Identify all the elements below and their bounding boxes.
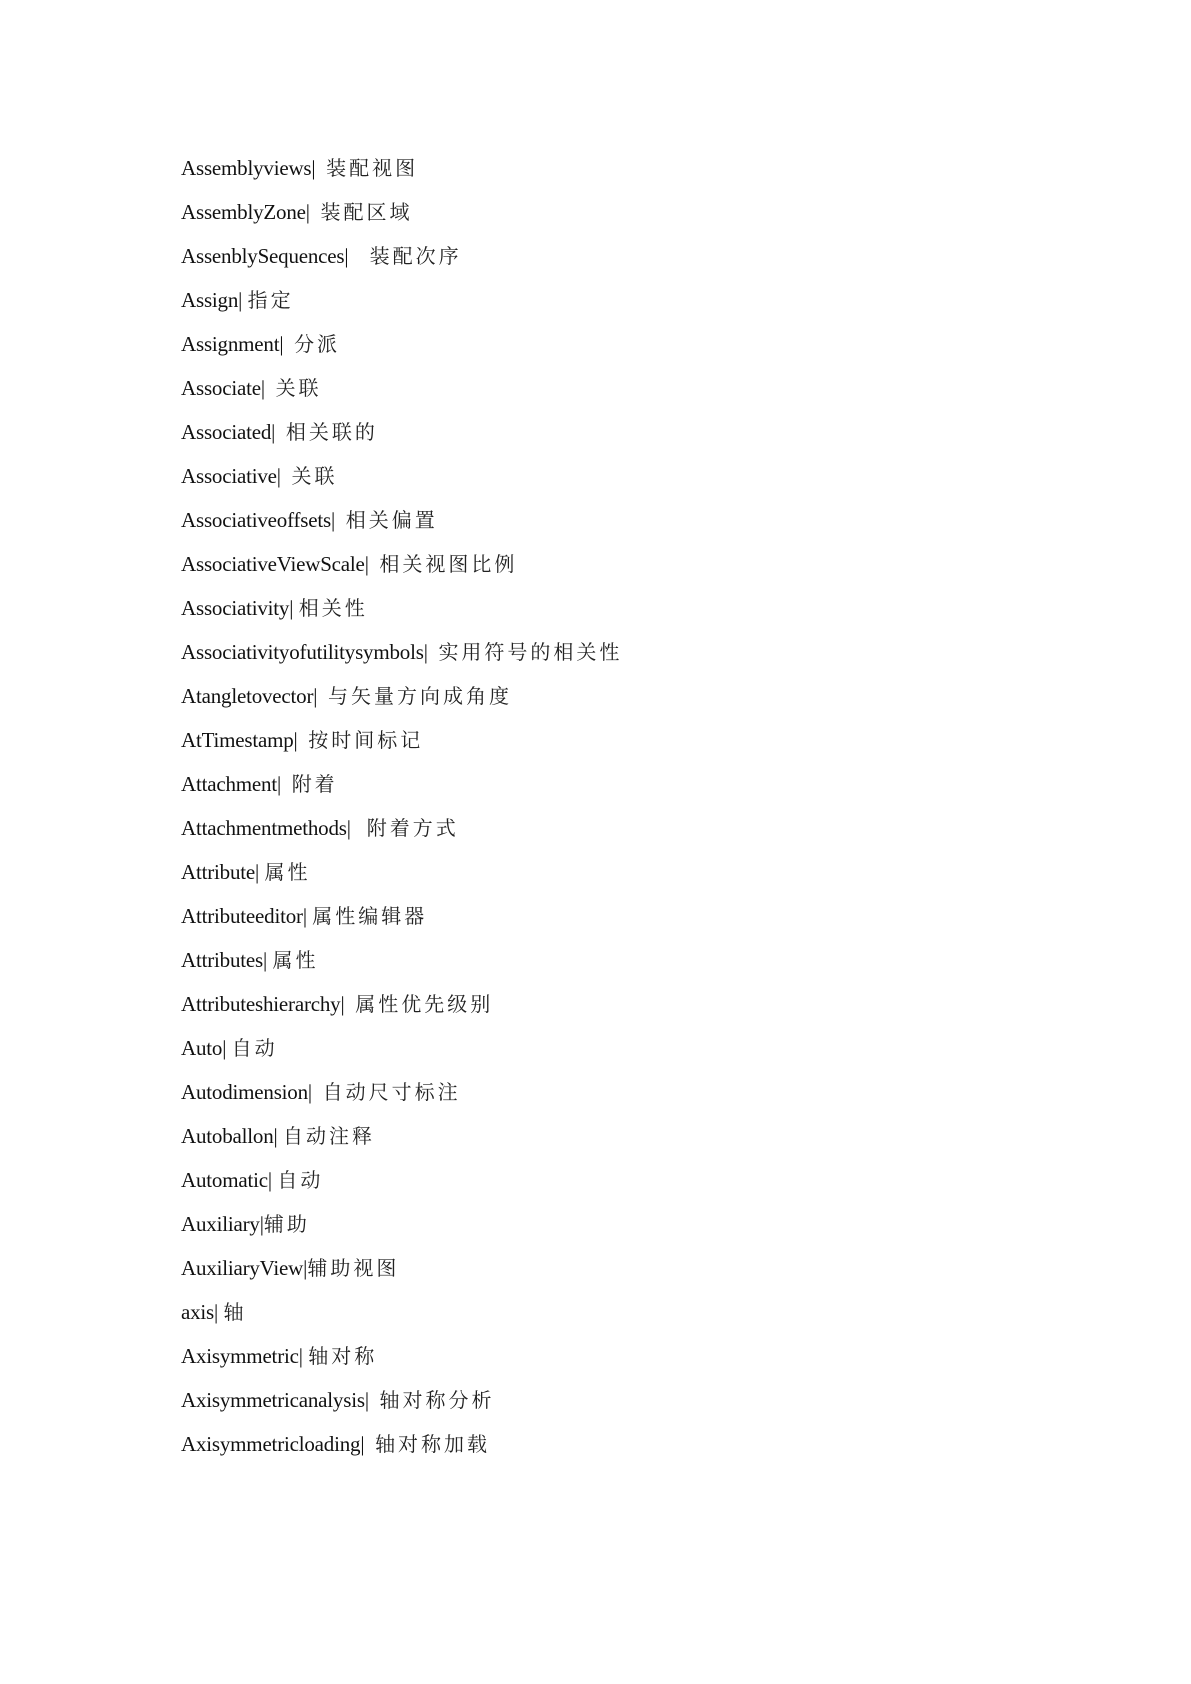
glossary-entry (181, 502, 622, 546)
entry-term: Auto (181, 1036, 223, 1060)
entry-separator: | (260, 376, 276, 400)
entry-separator: | (313, 684, 328, 708)
entry-separator: | (276, 772, 292, 796)
glossary-entry (181, 722, 622, 766)
glossary-entry (181, 546, 622, 590)
entry-translation: 分派 (294, 332, 341, 356)
entry-translation: 相关视图比例 (379, 552, 518, 576)
entry-separator: | (276, 464, 292, 488)
entry-term: Axisymmetric (181, 1344, 299, 1368)
entry-separator: | (364, 1388, 380, 1412)
entry-separator: | (271, 420, 286, 444)
entry-separator: | (423, 640, 439, 664)
entry-term: Assignment (181, 332, 280, 356)
entry-term: Automatic (181, 1168, 268, 1192)
glossary-entry (181, 414, 622, 458)
glossary-entry (181, 1118, 622, 1162)
entry-translation: 关联 (275, 376, 322, 400)
glossary-entry (181, 1382, 622, 1426)
entry-translation: 辅助 (263, 1212, 310, 1236)
entry-term: Auxiliary (181, 1212, 260, 1236)
entry-term: Axisymmetricanalysis (181, 1388, 365, 1412)
entry-separator: | (330, 508, 346, 532)
entry-term: AssenblySequences (181, 244, 345, 268)
entry-separator: | (263, 948, 273, 972)
entry-term: Attributeeditor (181, 904, 303, 928)
entry-separator: | (279, 332, 295, 356)
entry-term: axis (181, 1300, 215, 1324)
entry-term: Axisymmetricloading (181, 1432, 361, 1456)
entry-translation: 装配次序 (369, 244, 462, 268)
glossary-entry (181, 282, 622, 326)
glossary-entry (181, 986, 622, 1030)
glossary-entry (181, 634, 622, 678)
entry-separator: | (364, 552, 380, 576)
entry-separator: | (346, 816, 367, 840)
glossary-entry (181, 370, 622, 414)
entry-translation: 按时间标记 (308, 728, 424, 752)
entry-translation: 属性优先级别 (355, 992, 494, 1016)
entry-separator: | (305, 200, 321, 224)
entry-separator: | (344, 244, 370, 268)
entry-term: Associated (181, 420, 272, 444)
entry-translation: 自动 (277, 1168, 324, 1192)
glossary-entry (181, 1074, 622, 1118)
entry-term: Autodimension (181, 1080, 308, 1104)
glossary-entry (181, 1338, 622, 1382)
entry-separator: | (307, 1080, 323, 1104)
entry-separator: | (298, 1344, 309, 1368)
entry-translation: 轴 (223, 1300, 247, 1324)
entry-term: Associative (181, 464, 277, 488)
glossary-entry (181, 238, 622, 282)
entry-translation: 自动 (231, 1036, 278, 1060)
glossary-list (181, 150, 622, 1470)
glossary-entry (181, 898, 622, 942)
entry-separator: | (289, 596, 299, 620)
entry-term: AtTimestamp (181, 728, 294, 752)
glossary-entry (181, 1162, 622, 1206)
entry-term: Associativityofutilitysymbols (181, 640, 424, 664)
entry-translation: 轴对称 (308, 1344, 378, 1368)
entry-translation: 实用符号的相关性 (438, 640, 623, 664)
entry-term: Assign (181, 288, 239, 312)
entry-translation: 指定 (247, 288, 294, 312)
entry-separator: | (302, 904, 313, 928)
entry-term: Atangletovector (181, 684, 314, 708)
glossary-entry (181, 678, 622, 722)
entry-separator: | (214, 1300, 224, 1324)
entry-translation: 装配区域 (320, 200, 413, 224)
glossary-entry (181, 854, 622, 898)
entry-translation: 轴对称分析 (379, 1388, 495, 1412)
entry-translation: 相关性 (298, 596, 368, 620)
glossary-entry (181, 1426, 622, 1470)
glossary-entry (181, 1250, 622, 1294)
entry-translation: 相关联的 (285, 420, 378, 444)
entry-separator: | (222, 1036, 232, 1060)
entry-translation: 辅助视图 (307, 1256, 400, 1280)
entry-term: Associativity (181, 596, 290, 620)
entry-separator: | (273, 1124, 283, 1148)
entry-translation: 装配视图 (326, 156, 419, 180)
glossary-entry (181, 150, 622, 194)
glossary-entry (181, 1030, 622, 1074)
entry-translation: 属性编辑器 (312, 904, 428, 928)
entry-separator: | (360, 1432, 376, 1456)
entry-translation: 轴对称加载 (375, 1432, 491, 1456)
entry-separator: | (311, 156, 327, 180)
entry-term: Attributeshierarchy (181, 992, 341, 1016)
glossary-entry (181, 590, 622, 634)
glossary-entry (181, 810, 622, 854)
entry-separator: | (255, 860, 265, 884)
entry-translation: 自动尺寸标注 (322, 1080, 461, 1104)
entry-term: Attachmentmethods (181, 816, 347, 840)
entry-translation: 自动注释 (282, 1124, 375, 1148)
entry-term: AuxiliaryView (181, 1256, 304, 1280)
glossary-entry (181, 194, 622, 238)
glossary-entry (181, 766, 622, 810)
entry-term: Associate (181, 376, 261, 400)
entry-term: AssemblyZone (181, 200, 306, 224)
entry-translation: 附着方式 (366, 816, 459, 840)
entry-translation: 属性 (264, 860, 311, 884)
glossary-entry (181, 458, 622, 502)
entry-separator: | (267, 1168, 278, 1192)
entry-term: AssociativeViewScale (181, 552, 365, 576)
entry-term: Assemblyviews (181, 156, 312, 180)
entry-translation: 与矢量方向成角度 (328, 684, 512, 708)
entry-translation: 关联 (291, 464, 338, 488)
entry-term: Associativeoffsets (181, 508, 331, 532)
entry-translation: 相关偏置 (345, 508, 438, 532)
entry-term: Autoballon (181, 1124, 274, 1148)
glossary-entry (181, 1294, 622, 1338)
entry-translation: 附着 (291, 772, 338, 796)
entry-term: Attachment (181, 772, 277, 796)
entry-separator: | (293, 728, 309, 752)
entry-translation: 属性 (272, 948, 319, 972)
glossary-entry (181, 326, 622, 370)
entry-separator: | (303, 1256, 308, 1280)
glossary-entry (181, 1206, 622, 1250)
entry-separator: | (340, 992, 356, 1016)
glossary-entry (181, 942, 622, 986)
entry-separator: | (259, 1212, 264, 1236)
entry-term: Attribute (181, 860, 256, 884)
entry-term: Attributes (181, 948, 263, 972)
entry-separator: | (238, 288, 248, 312)
